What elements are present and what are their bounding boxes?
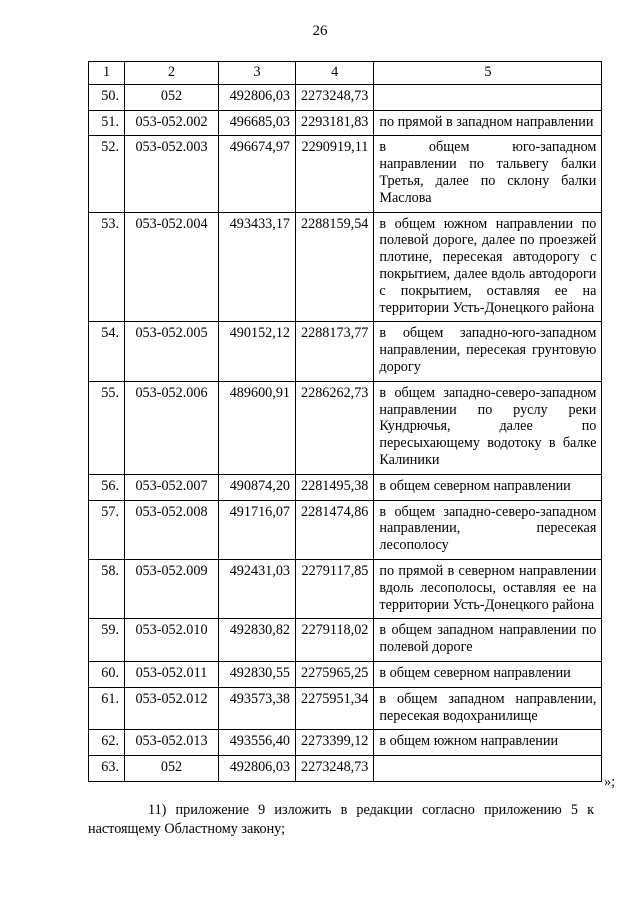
description-cell: в общем южном направлении	[374, 730, 602, 756]
point-id-cell: 053-052.006	[125, 381, 219, 474]
row-number-cell: 60.	[89, 661, 125, 687]
description-cell: по прямой в западном направлении	[374, 110, 602, 136]
x-coordinate-cell: 490874,20	[219, 474, 296, 500]
x-coordinate-cell: 492830,55	[219, 661, 296, 687]
x-coordinate-cell: 496685,03	[219, 110, 296, 136]
header-cell: 2	[125, 62, 219, 85]
point-id-cell: 053-052.009	[125, 559, 219, 618]
row-number-cell: 61.	[89, 687, 125, 730]
y-coordinate-cell: 2286262,73	[296, 381, 374, 474]
y-coordinate-cell: 2275965,25	[296, 661, 374, 687]
point-id-cell: 053-052.008	[125, 500, 219, 559]
row-number-cell: 50.	[89, 84, 125, 110]
header-cell: 1	[89, 62, 125, 85]
y-coordinate-cell: 2281495,38	[296, 474, 374, 500]
description-cell: в общем западно-северо-западном направлении по руслу реки Кундрючья, далее по пересыхающему водотоку в балке Калиники	[374, 381, 602, 474]
row-number-cell: 58.	[89, 559, 125, 618]
x-coordinate-cell: 492806,03	[219, 756, 296, 782]
description-cell	[374, 756, 602, 782]
row-number-cell: 53.	[89, 212, 125, 322]
point-id-cell: 052	[125, 756, 219, 782]
row-number-cell: 57.	[89, 500, 125, 559]
y-coordinate-cell: 2281474,86	[296, 500, 374, 559]
point-id-cell: 053-052.003	[125, 136, 219, 212]
x-coordinate-cell: 493573,38	[219, 687, 296, 730]
closing-quote-mark: »;	[604, 774, 616, 790]
point-id-cell: 053-052.007	[125, 474, 219, 500]
description-cell: по прямой в северном направлении вдоль лесополосы, оставляя ее на территории Усть-Донецкого района	[374, 559, 602, 618]
x-coordinate-cell: 496674,97	[219, 136, 296, 212]
x-coordinate-cell: 492806,03	[219, 84, 296, 110]
table-row	[89, 136, 602, 212]
x-coordinate-cell: 493556,40	[219, 730, 296, 756]
y-coordinate-cell: 2279118,02	[296, 619, 374, 662]
y-coordinate-cell: 2288173,77	[296, 322, 374, 381]
table-row	[89, 84, 602, 110]
description-cell: в общем западном направлении по полевой дороге	[374, 619, 602, 662]
y-coordinate-cell: 2288159,54	[296, 212, 374, 322]
x-coordinate-cell: 491716,07	[219, 500, 296, 559]
description-cell: в общем юго-западном направлении по тальвегу балки Третья, далее по склону балки Маслова	[374, 136, 602, 212]
table-row	[89, 212, 602, 322]
row-number-cell: 54.	[89, 322, 125, 381]
table-row	[89, 661, 602, 687]
row-number-cell: 62.	[89, 730, 125, 756]
description-cell: в общем западно-северо-западном направлении, пересекая лесополосу	[374, 500, 602, 559]
amendment-paragraph: 11) приложение 9 изложить в редакции согласно приложению 5 к настоящему Областному закону;	[88, 802, 594, 837]
table-row	[89, 322, 602, 381]
description-cell	[374, 84, 602, 110]
table-row	[89, 381, 602, 474]
table-row	[89, 500, 602, 559]
row-number-cell: 52.	[89, 136, 125, 212]
row-number-cell: 51.	[89, 110, 125, 136]
table-row	[89, 756, 602, 782]
table-row	[89, 730, 602, 756]
header-cell: 4	[296, 62, 374, 85]
point-id-cell: 053-052.013	[125, 730, 219, 756]
table-row	[89, 559, 602, 618]
point-id-cell: 053-052.010	[125, 619, 219, 662]
table-row	[89, 687, 602, 730]
x-coordinate-cell: 492830,82	[219, 619, 296, 662]
boundary-coordinates-table	[88, 61, 602, 782]
description-cell: в общем западном направлении, пересекая водохранилище	[374, 687, 602, 730]
y-coordinate-cell: 2275951,34	[296, 687, 374, 730]
row-number-cell: 56.	[89, 474, 125, 500]
x-coordinate-cell: 490152,12	[219, 322, 296, 381]
header-cell: 3	[219, 62, 296, 85]
y-coordinate-cell: 2273248,73	[296, 84, 374, 110]
table-row	[89, 619, 602, 662]
point-id-cell: 053-052.011	[125, 661, 219, 687]
x-coordinate-cell: 492431,03	[219, 559, 296, 618]
table-header-row	[89, 62, 602, 85]
y-coordinate-cell: 2290919,11	[296, 136, 374, 212]
row-number-cell: 55.	[89, 381, 125, 474]
y-coordinate-cell: 2273248,73	[296, 756, 374, 782]
table-row	[89, 474, 602, 500]
description-cell: в общем южном направлении по полевой дороге, далее по проезжей плотине, пересекая автодорогу с покрытием, далее вдоль автодороги с покрытием, оставляя ее на территории Усть-Донецкого района	[374, 212, 602, 322]
x-coordinate-cell: 489600,91	[219, 381, 296, 474]
description-cell: в общем северном направлении	[374, 474, 602, 500]
header-cell: 5	[374, 62, 602, 85]
point-id-cell: 052	[125, 84, 219, 110]
description-cell: в общем северном направлении	[374, 661, 602, 687]
row-number-cell: 59.	[89, 619, 125, 662]
point-id-cell: 053-052.004	[125, 212, 219, 322]
table-row	[89, 110, 602, 136]
y-coordinate-cell: 2293181,83	[296, 110, 374, 136]
y-coordinate-cell: 2273399,12	[296, 730, 374, 756]
point-id-cell: 053-052.002	[125, 110, 219, 136]
point-id-cell: 053-052.005	[125, 322, 219, 381]
row-number-cell: 63.	[89, 756, 125, 782]
page-number: 26	[312, 23, 328, 39]
description-cell: в общем западно-юго-западном направлении, пересекая грунтовую дорогу	[374, 322, 602, 381]
y-coordinate-cell: 2279117,85	[296, 559, 374, 618]
x-coordinate-cell: 493433,17	[219, 212, 296, 322]
point-id-cell: 053-052.012	[125, 687, 219, 730]
